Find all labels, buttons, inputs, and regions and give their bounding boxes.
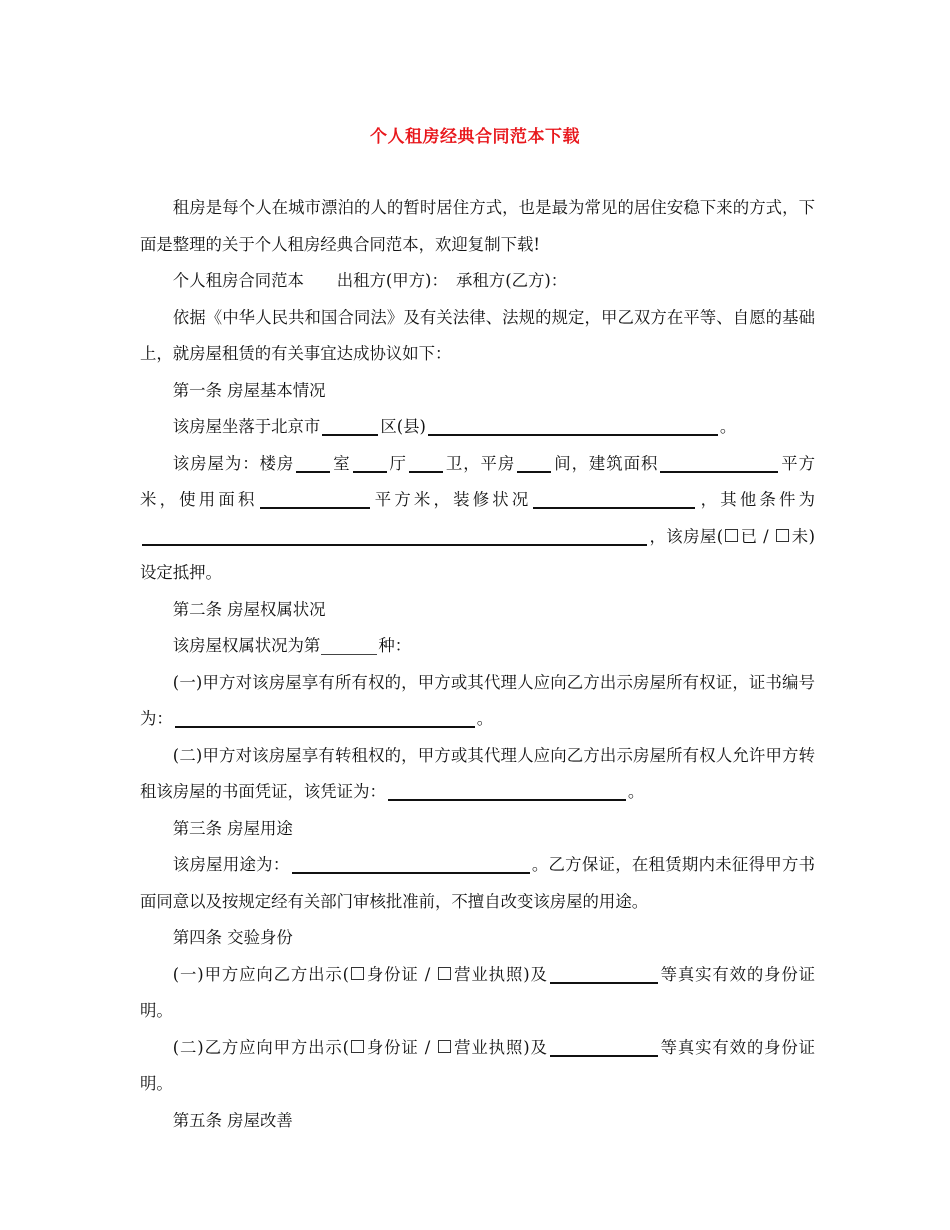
text: 。 bbox=[719, 417, 737, 436]
text: 等真实有效的身份证明。 bbox=[140, 1037, 816, 1093]
checkbox-icon bbox=[351, 1040, 364, 1053]
article-4-heading: 第四条 交验身份 bbox=[172, 928, 293, 947]
document-body bbox=[140, 190, 815, 1139]
text: 营业执照)及 bbox=[453, 1037, 548, 1057]
article-2-item-1 bbox=[140, 665, 815, 738]
fill-blank bbox=[260, 485, 370, 509]
text: 平方米，装修状况 bbox=[371, 490, 532, 509]
checkbox-icon bbox=[776, 529, 789, 542]
checkbox-icon bbox=[351, 967, 364, 980]
text: ，该房屋( bbox=[649, 526, 724, 546]
text: 该房屋用途为： bbox=[172, 855, 290, 874]
fill-blank bbox=[292, 850, 530, 874]
text: 种： bbox=[378, 636, 412, 655]
text: 营业执照)及 bbox=[453, 964, 548, 984]
fill-blank bbox=[175, 704, 475, 728]
checkbox-icon bbox=[438, 1040, 451, 1053]
fill-blank bbox=[660, 449, 778, 473]
text: (二)甲方对该房屋享有转租权的，甲方或其代理人应向乙方出示房屋所有权人允许甲方转租该房屋的书面凭证，该凭证为： bbox=[140, 745, 815, 801]
text: 室 bbox=[332, 453, 351, 473]
text: 身份证 / bbox=[366, 964, 431, 984]
article-1-heading: 第一条 房屋基本情况 bbox=[172, 380, 326, 400]
fill-blank bbox=[550, 960, 658, 984]
fill-blank bbox=[388, 777, 626, 801]
text: 区(县) bbox=[380, 417, 426, 436]
text: 未)设定抵押。 bbox=[140, 526, 815, 582]
text: 该房屋坐落于北京市 bbox=[172, 417, 321, 436]
fill-blank bbox=[142, 522, 647, 546]
text: ，其他条件为 bbox=[697, 490, 816, 509]
text: 平方米，使用面积 bbox=[140, 453, 816, 509]
article-2-heading: 第二条 房屋权属状况 bbox=[172, 599, 326, 619]
fill-blank bbox=[321, 634, 377, 655]
article-2-type bbox=[140, 628, 815, 665]
article-2-item-2 bbox=[140, 738, 815, 811]
article-4-item-1 bbox=[140, 957, 815, 1030]
text: 。 bbox=[476, 709, 494, 728]
fill-blank bbox=[296, 449, 330, 473]
article-4-item-2 bbox=[140, 1030, 815, 1103]
checkbox-icon bbox=[725, 529, 738, 542]
article-1-rooms bbox=[140, 446, 815, 592]
document-title: 个人租房经典合同范本下载 bbox=[370, 127, 580, 147]
fill-blank bbox=[550, 1033, 658, 1057]
fill-blank bbox=[428, 412, 718, 436]
article-3-text bbox=[140, 847, 815, 920]
basis-paragraph: 依据《中华人民共和国合同法》及有关法律、法规的规定，甲乙双方在平等、自愿的基础上，就房屋租赁的有关事宜达成协议如下： bbox=[140, 307, 815, 363]
article-1-location bbox=[140, 409, 815, 446]
fill-blank bbox=[409, 449, 443, 473]
fill-blank bbox=[353, 449, 387, 473]
article-3-heading: 第三条 房屋用途 bbox=[172, 818, 293, 838]
text: 该房屋为：楼房 bbox=[172, 453, 295, 473]
fill-blank bbox=[517, 449, 551, 473]
text: (二)乙方应向甲方出示( bbox=[172, 1037, 349, 1057]
text: 。 bbox=[627, 782, 645, 801]
text: 已 / bbox=[740, 526, 769, 546]
intro-paragraph: 租房是每个人在城市漂泊的人的暂时居住方式，也是最为常见的居住安稳下来的方式，下面是整理的关于个人租房经典合同范本，欢迎复制下载! bbox=[140, 198, 815, 254]
fill-blank bbox=[322, 412, 378, 436]
text: 厅 bbox=[388, 453, 407, 473]
checkbox-icon bbox=[438, 967, 451, 980]
text: 间，建筑面积 bbox=[553, 453, 659, 473]
text: 等真实有效的身份证明。 bbox=[140, 964, 816, 1020]
text: (一)甲方对该房屋享有所有权的，甲方或其代理人应向乙方出示房屋所有权证，证书编号为： bbox=[140, 672, 815, 728]
contract-parties: 个人租房合同范本 出租方(甲方)： 承租方(乙方)： bbox=[172, 271, 568, 290]
text: (一)甲方应向乙方出示( bbox=[172, 964, 349, 984]
text: 身份证 / bbox=[366, 1037, 431, 1057]
text: 。乙方保证，在租赁期内未征得甲方书面同意以及按规定经有关部门审核批准前，不擅自改变该房屋的用途。 bbox=[140, 855, 816, 911]
article-5-heading: 第五条 房屋改善 bbox=[172, 1110, 293, 1130]
text: 该房屋权属状况为第 bbox=[172, 636, 321, 655]
text: 卫，平房 bbox=[444, 453, 516, 473]
fill-blank bbox=[533, 485, 695, 509]
